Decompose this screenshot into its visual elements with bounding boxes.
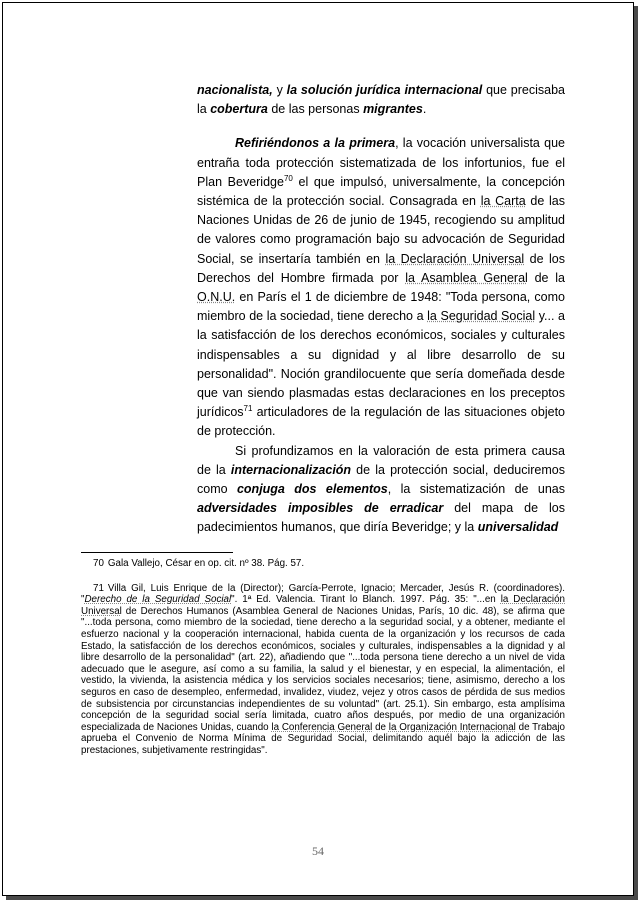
text-segment: universalidad: [477, 520, 559, 535]
footnote-separator: [81, 552, 233, 553]
text-segment: y... a la satisfacción de los derechos económicos, sociales y culturales indispensables a su dignidad y al libre desarrollo de su personalidad". Noción grandilocuente que sería domeñada desde que van siendo plasmadas estas declaraciones en los preceptos jurídicos: [197, 309, 565, 420]
text-segment: y: [272, 83, 287, 97]
footnote-reference: 70: [283, 173, 293, 183]
text-segment: de Trabajo aprueba el Convenio de Norma Mínima de Seguridad Social, delimitando aquél bajo la adicción de las prestaciones, subjetivamente restringidas".: [81, 721, 565, 756]
text-segment: internacionalización: [230, 462, 352, 477]
text-segment: de la protección social, deduciremos como: [197, 462, 565, 497]
text-segment: la Conferencia General: [271, 721, 373, 733]
text-segment: , la vocación universalista que entraña toda protección sistematizada de los infortunios, fue el Plan Beveridge: [197, 136, 565, 189]
text-segment: la Carta: [480, 194, 526, 209]
text-segment: articuladores de la regulación de las situaciones objeto de protección.: [197, 405, 565, 439]
document-page: [2, 2, 634, 896]
text-segment: nacionalista,: [197, 83, 273, 97]
text-segment: la Declaración Universal: [81, 594, 565, 617]
footnote-70: [81, 558, 565, 570]
text-segment: O.N.U.: [197, 290, 236, 305]
footnote-number: 70: [93, 558, 104, 569]
text-segment: Si profundizamos en la valoración de esta primera causa de la: [197, 443, 565, 477]
text-segment: adversidades imposibles de erradicar: [197, 501, 444, 516]
text-segment: conjuga dos elementos: [236, 482, 388, 497]
text-segment: el que impulsó, universalmente, la concepción sistémica de la protección social. Consagrada en: [197, 174, 565, 209]
text-segment: de Derechos Humanos (Asamblea General de Naciones Unidas, París, 10 dic. 48), se afirma que "...toda persona, como miembro de la sociedad, tiene derecho a la seguridad social, y a obtener, mediante el esfuerzo nacional y la cooperación internacional, habida cuenta de la organización y los recursos de cada Estado, la satisfacción de los derechos económicos, sociales y culturales, indispensables a la dignidad y al libre desarrollo de la personalidad" (art. 22), añadiendo que "...toda persona tiene derecho a un nivel de vida adecuado que le asegure, así como a su familia, la salud y el bienestar, y en especial, la alimentación, el vestido, la vivienda, la asistencia médica y los servicios sociales necesarios; tiene, asimismo, derecho a los seguros en caso de desempleo, enfermedad, invalidez, viudez, vejez y otros casos de pérdida de sus medios de subsistencia por circunstancias independientes de su voluntad" (art. 25.1). Sin embargo, esta amplísima concepción de la seguridad social sería limitada, cuatro años después, por medio de una organización especializada de Naciones Unidas, cuando: [81, 605, 565, 733]
text-segment: Refiriéndonos a la primera: [235, 136, 396, 151]
text-segment: de: [372, 721, 389, 733]
text-segment: de la: [527, 270, 565, 285]
text-segment: la Organización Internacional: [388, 721, 516, 733]
text-segment: ". 1ª Ed. Valencia. Tirant lo Blanch. 1997. Pág. 35: "...en: [231, 594, 501, 606]
text-segment: .: [422, 102, 427, 117]
text-segment: la Declaración Universal: [385, 251, 525, 266]
footnotes: [81, 558, 565, 757]
footnote-number: 71: [93, 582, 104, 594]
text-segment: migrantes: [363, 102, 423, 117]
text-segment: cobertura: [210, 102, 268, 117]
text-segment: de los Derechos del Hombre firmada por: [197, 251, 565, 285]
page-number: 54: [312, 844, 324, 858]
text-segment: de las Naciones Unidas de 26 de junio de 1945, recogiendo su amplitud de valores como programación bajo su advocación de Seguridad Social, se insertaría también en: [197, 194, 565, 266]
paragraph-2: [197, 134, 565, 441]
text-segment: la solución jurídica internacional: [286, 83, 483, 97]
text-segment: la Asamblea General: [405, 270, 528, 285]
text-segment: de las personas: [267, 102, 364, 117]
text-segment: Derecho de la Seguridad Social: [84, 594, 232, 606]
text-segment: la Seguridad Social: [427, 309, 536, 324]
body-text: [197, 81, 565, 538]
paragraph-1: [197, 81, 565, 119]
text-segment: Gala Vallejo, César en op. cit. nº 38. Pág. 57.: [107, 558, 305, 569]
text-segment: , la sistematización de unas: [387, 482, 565, 497]
text-segment: Villa Gil, Luis Enrique de la (Director); García-Perrote, Ignacio; Mercader, Jesús R. (coordinadores). ": [81, 582, 565, 606]
footnote-71: [81, 583, 565, 757]
footnote-reference: 71: [243, 404, 253, 414]
text-segment: que precisaba la: [197, 83, 565, 117]
paragraph-3: [197, 442, 565, 538]
text-segment: en París el 1 de diciembre de 1948: "Toda persona, como miembro de la sociedad, tiene derecho a: [197, 290, 565, 324]
text-segment: del mapa de los padecimientos humanos, que diría Beveridge; y la: [197, 501, 566, 535]
